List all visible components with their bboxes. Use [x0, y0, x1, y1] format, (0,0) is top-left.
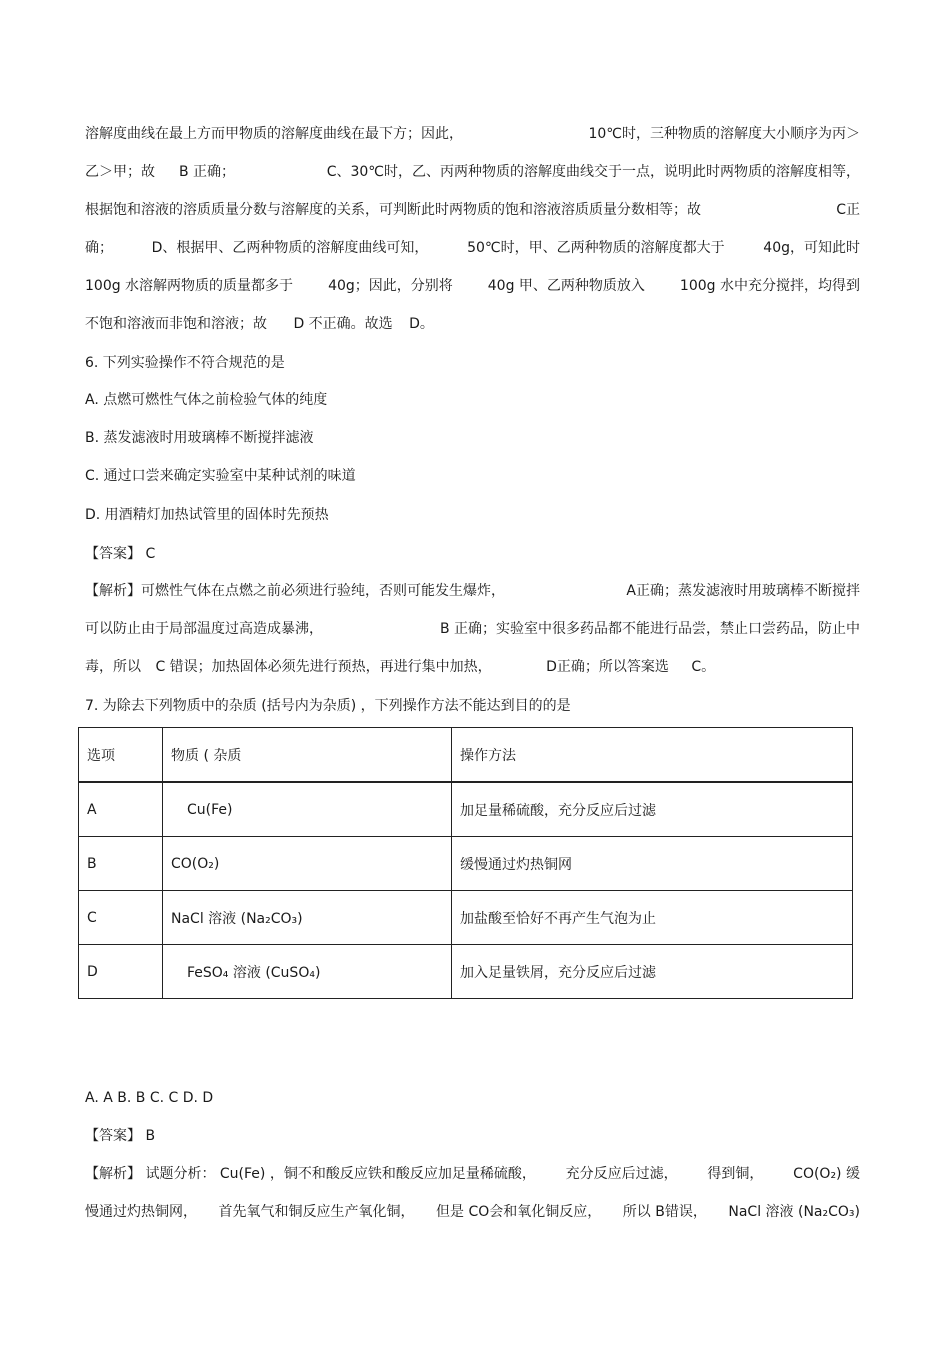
- question-7-stem: 7. 为除去下列物质中的杂质 (括号内为杂质) ，下列操作方法不能达到目的的是: [85, 698, 571, 714]
- q7-analysis-line: 【解析】 试题分析： Cu(Fe) ，铜不和酸反应铁和酸反应加足量稀硫酸， 充分反应后过滤， 得到铜， CO(O₂) 缓: [85, 1166, 860, 1182]
- text-line: 溶解度曲线在最上方而甲物质的溶解度曲线在最下方；因此， 10℃时，三种物质的溶解度大小顺序为丙＞: [85, 126, 860, 142]
- table-header-cell: 操作方法: [452, 728, 853, 783]
- table-cell: 加盐酸至恰好不再产生气泡为止: [452, 891, 853, 945]
- table-header-row: [79, 728, 853, 783]
- table-cell: C: [79, 891, 163, 945]
- table-header-cell: 选项: [79, 728, 163, 783]
- table-cell: 加入足量铁屑，充分反应后过滤: [452, 945, 853, 999]
- text-line: 根据饱和溶液的溶质质量分数与溶解度的关系，可判断此时两物质的饱和溶液溶质质量分数相等；故 C正: [85, 202, 860, 218]
- table-cell: Cu(Fe): [163, 782, 452, 837]
- table-cell: NaCl 溶液 (Na₂CO₃): [163, 891, 452, 945]
- table-row: [79, 891, 853, 945]
- options-table: [78, 727, 853, 999]
- q6-option-a: A. 点燃可燃性气体之前检验气体的纯度: [85, 392, 328, 408]
- q7-choices: A. A B. B C. C D. D: [85, 1090, 214, 1106]
- table-cell: 缓慢通过灼热铜网: [452, 837, 853, 891]
- text-line: 确； D、根据甲、乙两种物质的溶解度曲线可知， 50℃时，甲、乙两种物质的溶解度都大于 40g，可知此时: [85, 240, 860, 256]
- q6-answer: 【答案】 C: [85, 546, 156, 562]
- q6-option-d: D. 用酒精灯加热试管里的固体时先预热: [85, 507, 329, 523]
- table-header-cell: 物质 ( 杂质: [163, 728, 452, 783]
- table-cell: A: [79, 782, 163, 837]
- text-line: 乙＞甲；故 B 正确； C、30℃时，乙、丙两种物质的溶解度曲线交于一点，说明此时两物质的溶解度相等，: [85, 164, 860, 180]
- question-6-stem: 6. 下列实验操作不符合规范的是: [85, 355, 285, 371]
- text-line: 不饱和溶液而非饱和溶液；故 D 不正确。故选 D。: [85, 316, 434, 332]
- q6-analysis-line: 可以防止由于局部温度过高造成暴沸， B 正确；实验室中很多药品都不能进行品尝，禁止口尝药品，防止中: [85, 621, 860, 637]
- q6-option-c: C. 通过口尝来确定实验室中某种试剂的味道: [85, 468, 356, 484]
- table-row: [79, 945, 853, 999]
- q6-analysis-line: 【解析】可燃性气体在点燃之前必须进行验纯，否则可能发生爆炸， A正确；蒸发滤液时用玻璃棒不断搅拌: [85, 583, 860, 599]
- table-cell: CO(O₂): [163, 837, 452, 891]
- q7-analysis-line: 慢通过灼热铜网， 首先氧气和铜反应生产氧化铜， 但是 CO会和氧化铜反应， 所以 B错误， NaCl 溶液 (Na₂CO₃): [85, 1204, 860, 1220]
- q6-option-b: B. 蒸发滤液时用玻璃棒不断搅拌滤液: [85, 430, 314, 446]
- q7-answer: 【答案】 B: [85, 1128, 156, 1144]
- table-cell: FeSO₄ 溶液 (CuSO₄): [163, 945, 452, 999]
- q6-analysis-line: 毒，所以 C 错误；加热固体必须先进行预热，再进行集中加热， D正确；所以答案选 C。: [85, 659, 716, 675]
- table-row: [79, 837, 853, 891]
- table-cell: 加足量稀硫酸，充分反应后过滤: [452, 782, 853, 837]
- table-cell: B: [79, 837, 163, 891]
- text-line: 100g 水溶解两物质的质量都多于 40g；因此，分别将 40g 甲、乙两种物质放入 100g 水中充分搅拌，均得到: [85, 278, 860, 294]
- table-row: [79, 782, 853, 837]
- table-cell: D: [79, 945, 163, 999]
